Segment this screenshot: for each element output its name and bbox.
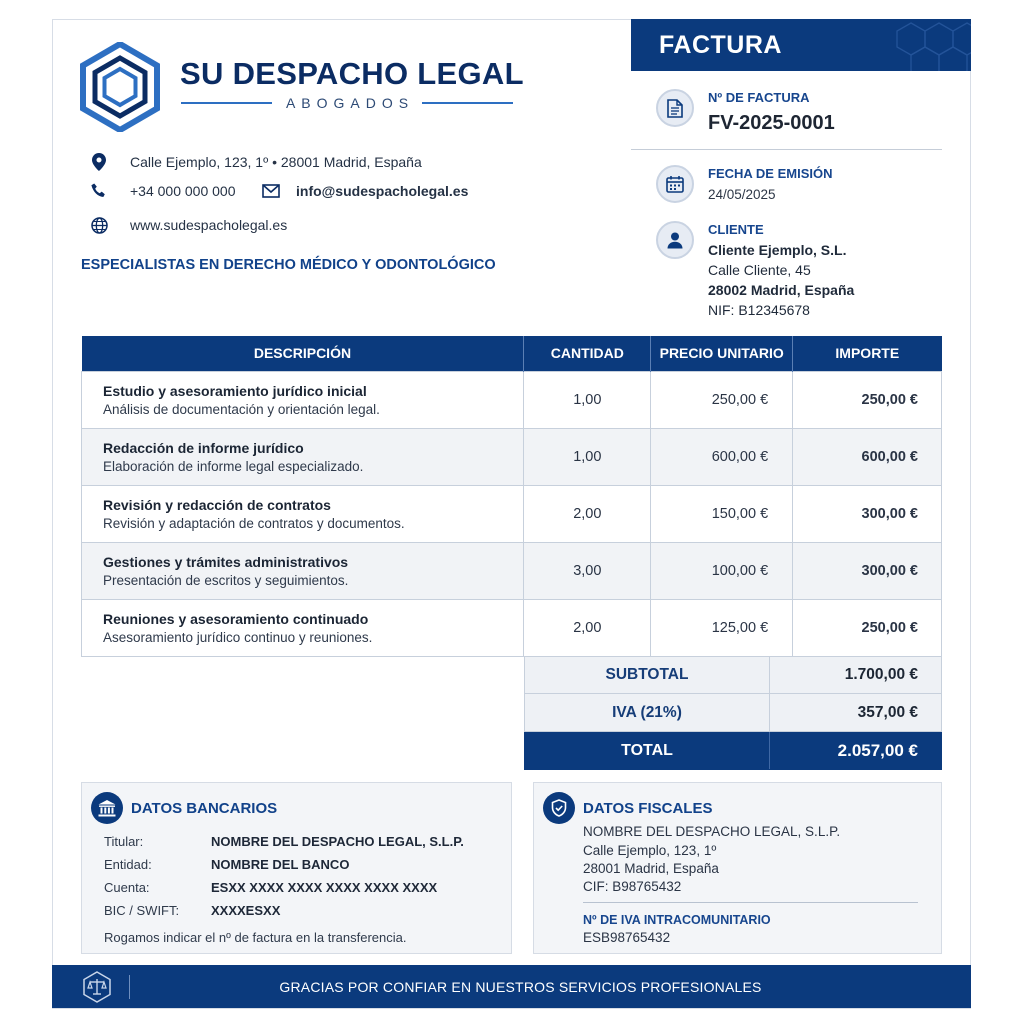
quantity-cell: 1,00 [524, 371, 651, 428]
fiscal-line: CIF: B98765432 [583, 879, 682, 894]
unit-price-cell: 100,00 € [651, 542, 793, 599]
description-cell [82, 485, 524, 542]
bank-details-box [81, 782, 512, 954]
item-detail: Presentación de escritos y seguimientos. [103, 572, 349, 588]
quantity-cell: 1,00 [524, 428, 651, 485]
phone-icon [90, 182, 108, 200]
unit-price-cell: 125,00 € [651, 599, 793, 656]
table-row [82, 371, 942, 428]
brand-divider [181, 102, 272, 104]
bank-value: ESXX XXXX XXXX XXXX XXXX XXXX [211, 880, 438, 895]
column-header-description: DESCRIPCIÓN [82, 336, 524, 371]
location-pin-icon [90, 153, 108, 171]
bank-row [104, 834, 464, 849]
amount-cell: 250,00 € [793, 599, 942, 656]
invoice-number-label: Nº DE FACTURA [708, 90, 810, 105]
bank-row [104, 903, 280, 918]
table-row [82, 542, 942, 599]
bank-value: XXXXESXX [211, 903, 281, 918]
subtotal-value: 1.700,00 € [844, 666, 918, 683]
item-title: Revisión y redacción de contratos [103, 496, 331, 513]
client-street: Calle Cliente, 45 [708, 262, 811, 278]
column-header-amount: IMPORTE [793, 336, 942, 371]
globe-icon [90, 216, 108, 234]
hexagon-pattern-icon [881, 19, 971, 71]
iva-label: IVA (21%) [525, 694, 770, 731]
fiscal-divider [583, 902, 918, 903]
amount-cell: 300,00 € [793, 542, 942, 599]
bank-key: Cuenta: [104, 880, 150, 895]
item-title: Redacción de informe jurídico [103, 439, 304, 456]
item-detail: Elaboración de informe legal especializado. [103, 458, 364, 474]
unit-price-cell: 150,00 € [651, 485, 793, 542]
invoice-title: FACTURA [659, 31, 782, 59]
table-header-row [82, 336, 942, 371]
vat-label: Nº DE IVA INTRACOMUNITARIO [583, 913, 771, 927]
bank-details-title: DATOS BANCARIOS [131, 800, 278, 817]
footer-text: GRACIAS POR CONFIAR EN NUESTROS SERVICIOS PROFESIONALES [279, 979, 762, 995]
unit-price-cell: 250,00 € [651, 371, 793, 428]
column-header-quantity: CANTIDAD [524, 336, 651, 371]
item-title: Estudio y asesoramiento jurídico inicial [103, 382, 367, 399]
totals-table [524, 656, 942, 770]
total-label: TOTAL [525, 732, 770, 769]
contact-email[interactable] [262, 182, 468, 200]
brand-subtitle: ABOGADOS [285, 95, 415, 111]
fiscal-details-title: DATOS FISCALES [583, 800, 713, 817]
bank-note: Rogamos indicar el nº de factura en la transferencia. [104, 930, 407, 945]
quantity-cell: 2,00 [524, 485, 651, 542]
item-detail: Asesoramiento jurídico continuo y reuniones. [103, 629, 373, 645]
items-table [81, 336, 942, 657]
item-detail: Revisión y adaptación de contratos y documentos. [103, 515, 405, 531]
calendar-icon [656, 165, 694, 203]
tagline: ESPECIALISTAS EN DERECHO MÉDICO Y ODONTOLÓGICO [81, 257, 496, 273]
brand-subtitle-row [181, 95, 513, 111]
quantity-cell: 3,00 [524, 542, 651, 599]
client-label: CLIENTE [708, 222, 764, 237]
contact-address [90, 153, 422, 171]
footer-bar [52, 965, 971, 1008]
table-row [82, 428, 942, 485]
user-icon [656, 221, 694, 259]
table-row [82, 599, 942, 656]
bank-value: NOMBRE DEL BANCO [211, 857, 350, 872]
description-cell [82, 542, 524, 599]
item-detail: Análisis de documentación y orientación legal. [103, 401, 380, 417]
amount-cell: 250,00 € [793, 371, 942, 428]
column-header-unit-price: PRECIO UNITARIO [651, 336, 793, 371]
address-text: Calle Ejemplo, 123, 1º • 28001 Madrid, España [130, 154, 422, 170]
mail-icon [262, 182, 280, 200]
item-title: Reuniones y asesoramiento continuado [103, 610, 369, 627]
fiscal-line: NOMBRE DEL DESPACHO LEGAL, S.L.P. [583, 824, 841, 839]
bank-value: NOMBRE DEL DESPACHO LEGAL, S.L.P. [211, 834, 464, 849]
item-title: Gestiones y trámites administrativos [103, 553, 349, 570]
meta-divider [631, 149, 942, 150]
bank-key: Titular: [104, 834, 144, 849]
client-name: Cliente Ejemplo, S.L. [708, 242, 847, 258]
issue-date: 24/05/2025 [708, 187, 776, 202]
bank-icon [91, 792, 123, 824]
invoice-title-bar [631, 19, 971, 71]
total-row [524, 732, 942, 770]
brand-divider [422, 102, 513, 104]
subtotal-label: SUBTOTAL [525, 657, 770, 693]
amount-cell: 600,00 € [793, 428, 942, 485]
description-cell [82, 428, 524, 485]
description-cell [82, 599, 524, 656]
bank-key: BIC / SWIFT: [104, 903, 180, 918]
invoice-number: FV-2025-0001 [708, 112, 835, 134]
amount-cell: 300,00 € [793, 485, 942, 542]
phone-text: +34 000 000 000 [130, 183, 236, 199]
bank-key: Entidad: [104, 857, 152, 872]
subtotal-row [524, 656, 942, 694]
hexagon-logo-icon [80, 42, 160, 132]
contact-web[interactable] [90, 216, 287, 234]
vat-number: ESB98765432 [583, 930, 671, 945]
iva-value: 357,00 € [857, 703, 918, 721]
table-row [82, 485, 942, 542]
shield-check-icon [543, 792, 575, 824]
client-nif: NIF: B12345678 [708, 302, 810, 318]
quantity-cell: 2,00 [524, 599, 651, 656]
fiscal-details-box [533, 782, 942, 954]
email-text[interactable]: info@sudespacholegal.es [296, 183, 469, 199]
bank-row [104, 880, 437, 895]
description-cell [82, 371, 524, 428]
brand-name: SU DESPACHO LEGAL [180, 56, 524, 91]
web-text[interactable]: www.sudespacholegal.es [130, 217, 288, 233]
bank-row [104, 857, 349, 872]
issue-date-label: FECHA DE EMISIÓN [708, 166, 833, 181]
fiscal-line: Calle Ejemplo, 123, 1º [583, 843, 717, 858]
fiscal-line: 28001 Madrid, España [583, 861, 719, 876]
document-icon [656, 89, 694, 127]
iva-row [524, 694, 942, 732]
contact-phone [90, 182, 236, 200]
total-value: 2.057,00 € [837, 740, 918, 760]
client-city: 28002 Madrid, España [708, 282, 855, 298]
unit-price-cell: 600,00 € [651, 428, 793, 485]
